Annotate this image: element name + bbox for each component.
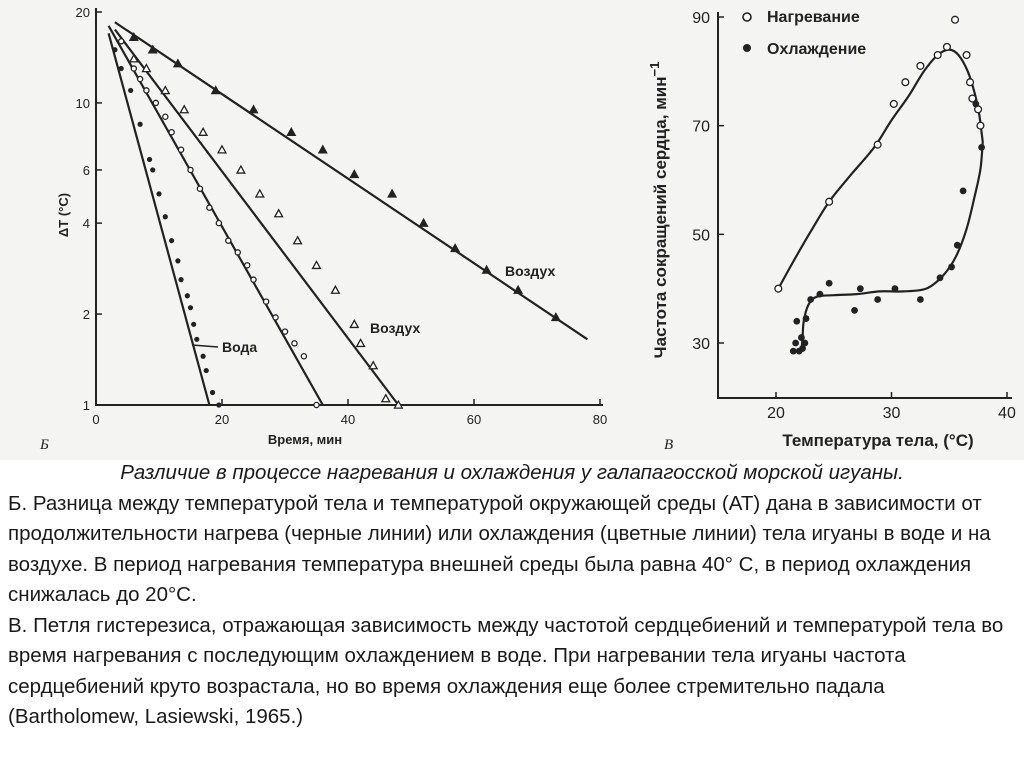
open-triangle-marker <box>382 395 390 402</box>
open-triangle-marker <box>180 106 188 113</box>
panel-b-y-tick-label: 1 <box>82 398 90 413</box>
filled-circle-marker <box>194 337 199 342</box>
open-triangle-marker <box>313 261 321 268</box>
panel-v-y-tick-label: 50 <box>692 227 710 245</box>
filled-circle-marker <box>169 238 174 243</box>
open-circle-marker <box>273 315 278 320</box>
filled-triangle-marker <box>319 146 327 153</box>
open-circle-marker <box>301 354 306 359</box>
open-circle-marker <box>314 402 319 407</box>
panel-b-x-tick-label: 0 <box>92 412 100 427</box>
panel-b-letter: Б <box>40 437 49 453</box>
panel-v-x-tick-label: 40 <box>998 405 1016 422</box>
panel-b-x-axis-title: Время, мин <box>267 432 343 447</box>
panel-v-x-tick-label: 20 <box>767 405 785 422</box>
legend-heating-marker <box>743 13 751 21</box>
filled-circle-marker <box>801 340 808 347</box>
filled-circle-marker <box>185 293 190 298</box>
panel-v-y-axis-title-exponent: −1 <box>647 61 662 77</box>
panel-v-y-axis-title-main: Частота сокращений сердца, мин <box>651 76 670 359</box>
open-circle-marker <box>169 130 174 135</box>
panel-b-y-tick-label: 6 <box>82 162 90 178</box>
filled-circle-marker <box>204 368 209 373</box>
filled-circle-marker <box>163 214 168 219</box>
panel-v-data-points <box>775 16 985 354</box>
panel-b-x-tick-label: 60 <box>466 412 482 427</box>
filled-circle-marker <box>175 258 180 263</box>
panel-b-chart <box>39 5 607 453</box>
filled-circle-marker <box>851 307 858 314</box>
panel-v-y-tick-label: 90 <box>692 10 710 27</box>
panel-v-chart <box>647 9 1016 453</box>
filled-circle-marker <box>201 354 206 359</box>
panel-b-data-points <box>112 33 560 408</box>
open-circle-marker <box>226 238 231 243</box>
filled-circle-marker <box>793 318 800 325</box>
filled-circle-marker <box>917 296 924 303</box>
open-circle-marker <box>264 299 269 304</box>
open-triangle-marker <box>218 146 226 153</box>
open-circle-marker <box>917 63 924 70</box>
legend-cooling-marker <box>743 44 751 52</box>
filled-circle-marker <box>972 101 979 108</box>
open-circle-marker <box>163 114 168 119</box>
open-circle-marker <box>944 43 951 50</box>
filled-circle-marker <box>119 66 124 71</box>
open-circle-marker <box>963 52 970 59</box>
filled-triangle-marker <box>250 106 258 113</box>
filled-circle-marker <box>210 390 215 395</box>
panel-b-y-axis-title: ΔT (°C) <box>56 192 71 238</box>
open-circle-marker <box>153 100 158 105</box>
filled-triangle-marker <box>420 219 428 226</box>
filled-circle-marker <box>857 285 864 292</box>
label-air-mid: Воздух <box>370 320 421 336</box>
filled-triangle-marker <box>287 128 295 135</box>
filled-circle-marker <box>803 315 810 322</box>
open-circle-marker <box>216 221 221 226</box>
panel-b-x-tick-label: 20 <box>214 412 230 427</box>
panel-b-y-ticks <box>76 5 102 413</box>
open-triangle-marker <box>199 128 207 135</box>
open-triangle-marker <box>161 87 169 94</box>
open-triangle-marker <box>350 320 358 327</box>
label-water: Вода <box>222 339 258 355</box>
open-circle-marker <box>775 285 782 292</box>
filled-circle-marker <box>178 277 183 282</box>
filled-circle-marker <box>216 402 221 407</box>
filled-circle-marker <box>948 264 955 271</box>
filled-circle-marker <box>792 340 799 347</box>
panel-v-y-ticks <box>692 10 724 353</box>
open-circle-marker <box>292 341 297 346</box>
filled-circle-marker <box>954 242 961 249</box>
open-circle-marker <box>235 250 240 255</box>
filled-triangle-marker <box>350 170 358 177</box>
open-circle-marker <box>144 88 149 93</box>
open-circle-marker <box>188 167 193 172</box>
filled-circle-marker <box>960 187 967 194</box>
open-triangle-marker <box>369 362 377 369</box>
label-air-right: Воздух <box>505 263 556 279</box>
open-circle-marker <box>826 198 833 205</box>
panel-b-fit-lines <box>109 22 588 405</box>
legend-cooling-label: Охлаждение <box>767 41 867 58</box>
panel-b-axes <box>96 8 603 405</box>
filled-circle-marker <box>188 305 193 310</box>
open-circle-marker <box>890 101 897 108</box>
caption-paragraph-v: В. Петля гистерезиса, отражающая зависимость между частотой сердцебиений и температурой тела во время нагревания с последующим охлаждением в воде. При нагревании тела игуаны частота сердцебиений круто возрастала, но во время охлаждения еще более стремительно падала (Bartholomew, Lasiewski, 1965.) <box>8 613 1004 728</box>
filled-circle-marker <box>826 280 833 287</box>
filled-circle-marker <box>147 157 152 162</box>
open-triangle-marker <box>275 210 283 217</box>
open-circle-marker <box>245 263 250 268</box>
filled-circle-marker <box>937 274 944 281</box>
filled-circle-marker <box>150 167 155 172</box>
filled-circle-marker <box>978 144 985 151</box>
open-triangle-marker <box>237 166 245 173</box>
panel-b-x-tick-label: 40 <box>340 412 356 427</box>
panel-v-x-ticks <box>767 392 1016 422</box>
filled-circle-marker <box>138 122 143 127</box>
legend-heating-label: Нагревание <box>767 9 860 26</box>
open-triangle-marker <box>256 190 264 197</box>
open-circle-marker <box>119 39 124 44</box>
caption-paragraph-b: Б. Разница между температурой тела и температурой окружающей среды (AT) дана в зависимости от продолжительности нагрева (черные линии) или охлаждения (цветные линии) тела игуаны в воде и на воздухе. В период нагревания температура внешней среды была равна 40° С, в период охлаждения снижалась до 20°С. <box>8 491 991 606</box>
open-circle-marker <box>967 79 974 86</box>
caption-title: Различие в процессе нагревания и охлаждения у галапагосской морской игуаны. <box>120 461 904 484</box>
panel-b-y-tick-label: 10 <box>75 95 90 111</box>
filled-circle-marker <box>892 285 899 292</box>
open-circle-marker <box>952 16 959 23</box>
panel-b-fit-line <box>109 26 323 405</box>
open-circle-marker <box>282 329 287 334</box>
filled-circle-marker <box>807 296 814 303</box>
open-circle-marker <box>934 52 941 59</box>
open-circle-marker <box>197 186 202 191</box>
open-circle-marker <box>251 277 256 282</box>
heating-curve <box>778 50 982 289</box>
panel-v-y-axis-title <box>647 62 670 359</box>
panel-b-y-tick-label: 20 <box>75 5 90 20</box>
panel-v-x-tick-label: 30 <box>882 405 901 422</box>
open-circle-marker <box>977 122 984 129</box>
panel-v-letter: В <box>664 437 674 453</box>
panel-v-x-axis-title: Температура тела, (°С) <box>782 431 974 450</box>
filled-circle-marker <box>156 191 161 196</box>
open-circle-marker <box>874 141 881 148</box>
panel-v-y-tick-label: 30 <box>692 336 710 353</box>
filled-circle-marker <box>128 88 133 93</box>
open-circle-marker <box>131 66 136 71</box>
open-triangle-marker <box>332 286 340 293</box>
panel-v-y-tick-label: 70 <box>692 118 710 136</box>
panel-b-x-ticks <box>92 399 607 427</box>
filled-circle-marker <box>816 291 823 298</box>
filled-circle-marker <box>112 47 117 52</box>
filled-circle-marker <box>874 296 881 303</box>
open-circle-marker <box>138 76 143 81</box>
filled-triangle-marker <box>388 190 396 197</box>
open-circle-marker <box>902 79 909 86</box>
panel-b-y-tick-label: 4 <box>82 216 90 232</box>
open-triangle-marker <box>357 339 365 346</box>
open-circle-marker <box>207 205 212 210</box>
panel-b-y-tick-label: 2 <box>82 307 90 323</box>
panel-b-x-tick-label: 80 <box>592 412 608 427</box>
label-water-pointer <box>192 345 218 347</box>
open-triangle-marker <box>294 237 302 244</box>
open-circle-marker <box>178 147 183 152</box>
filled-circle-marker <box>191 322 196 327</box>
figure-caption <box>8 458 1016 733</box>
